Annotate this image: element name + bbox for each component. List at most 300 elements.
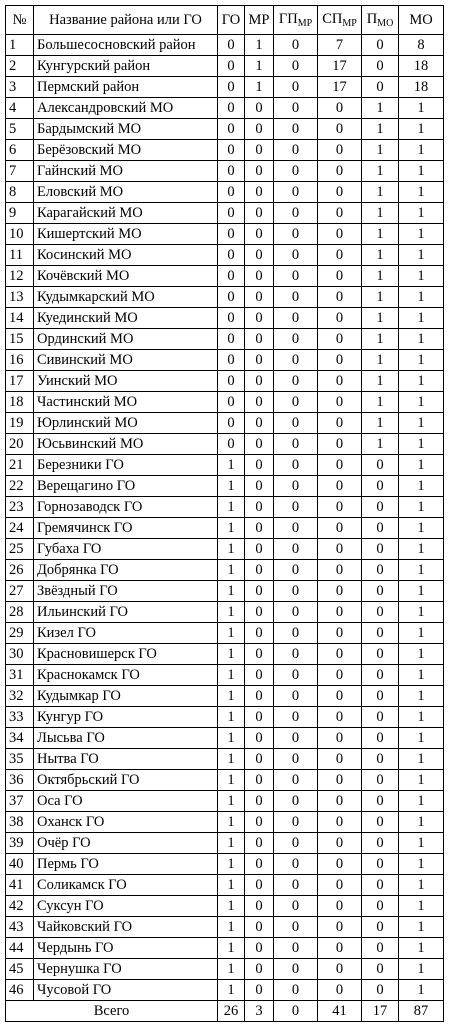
cell-number: 35 [6, 749, 34, 770]
cell-go: 1 [218, 875, 245, 896]
cell-sp-mr: 0 [318, 518, 362, 539]
header-row [6, 6, 444, 35]
cell-district-name: Красновишерск ГО [34, 644, 218, 665]
cell-sp-mr: 0 [318, 224, 362, 245]
table-row [6, 959, 444, 980]
cell-number: 30 [6, 644, 34, 665]
cell-district-name: Кизел ГО [34, 623, 218, 644]
header-gp-main: ГП [278, 10, 298, 27]
cell-mo: 1 [399, 917, 444, 938]
cell-mo: 1 [399, 245, 444, 266]
cell-sp-mr: 0 [318, 833, 362, 854]
table-row [6, 392, 444, 413]
cell-mr: 0 [245, 350, 274, 371]
cell-gp-mr: 0 [274, 791, 318, 812]
cell-district-name: Березники ГО [34, 455, 218, 476]
cell-number: 28 [6, 602, 34, 623]
cell-p-mo: 1 [362, 434, 399, 455]
cell-mo: 1 [399, 854, 444, 875]
cell-number: 27 [6, 581, 34, 602]
table-row [6, 350, 444, 371]
cell-go: 1 [218, 581, 245, 602]
cell-mr: 0 [245, 308, 274, 329]
cell-go: 0 [218, 203, 245, 224]
cell-district-name: Лысьва ГО [34, 728, 218, 749]
cell-go: 1 [218, 770, 245, 791]
cell-gp-mr: 0 [274, 581, 318, 602]
cell-gp-mr: 0 [274, 854, 318, 875]
header-sp-main: СП [322, 10, 343, 27]
cell-p-mo: 0 [362, 854, 399, 875]
cell-mo: 1 [399, 413, 444, 434]
cell-mo: 1 [399, 581, 444, 602]
cell-mo: 1 [399, 938, 444, 959]
cell-sp-mr: 0 [318, 854, 362, 875]
cell-sp-mr: 0 [318, 476, 362, 497]
cell-sp-mr: 0 [318, 938, 362, 959]
cell-go: 1 [218, 560, 245, 581]
cell-sp-mr: 0 [318, 896, 362, 917]
cell-number: 19 [6, 413, 34, 434]
cell-go: 1 [218, 917, 245, 938]
cell-number: 43 [6, 917, 34, 938]
cell-mo: 1 [399, 980, 444, 1001]
cell-number: 40 [6, 854, 34, 875]
cell-mo: 1 [399, 392, 444, 413]
cell-mr: 0 [245, 140, 274, 161]
cell-sp-mr: 0 [318, 560, 362, 581]
cell-mo: 18 [399, 77, 444, 98]
cell-mo: 1 [399, 371, 444, 392]
cell-go: 0 [218, 77, 245, 98]
cell-number: 20 [6, 434, 34, 455]
cell-district-name: Кудымкар ГО [34, 686, 218, 707]
cell-sp-mr: 0 [318, 770, 362, 791]
cell-gp-mr: 0 [274, 35, 318, 56]
cell-sp-mr: 0 [318, 392, 362, 413]
cell-p-mo: 0 [362, 749, 399, 770]
cell-sp-mr: 0 [318, 329, 362, 350]
cell-mr: 0 [245, 413, 274, 434]
cell-district-name: Ординский МО [34, 329, 218, 350]
cell-mr: 0 [245, 812, 274, 833]
table-row [6, 329, 444, 350]
table-row [6, 182, 444, 203]
cell-mo: 1 [399, 833, 444, 854]
cell-p-mo: 0 [362, 602, 399, 623]
cell-gp-mr: 0 [274, 560, 318, 581]
cell-mr: 0 [245, 770, 274, 791]
cell-p-mo: 0 [362, 56, 399, 77]
cell-number: 17 [6, 371, 34, 392]
total-gp: 0 [274, 1001, 318, 1022]
cell-p-mo: 0 [362, 896, 399, 917]
cell-mo: 1 [399, 560, 444, 581]
cell-gp-mr: 0 [274, 833, 318, 854]
cell-go: 1 [218, 539, 245, 560]
cell-p-mo: 1 [362, 287, 399, 308]
cell-gp-mr: 0 [274, 119, 318, 140]
table-row [6, 728, 444, 749]
cell-number: 22 [6, 476, 34, 497]
cell-sp-mr: 0 [318, 728, 362, 749]
table-row [6, 812, 444, 833]
cell-number: 34 [6, 728, 34, 749]
cell-mo: 1 [399, 623, 444, 644]
total-row [6, 1001, 444, 1022]
cell-go: 0 [218, 140, 245, 161]
header-name: Название района или ГО [34, 6, 218, 35]
cell-p-mo: 1 [362, 392, 399, 413]
table-row [6, 140, 444, 161]
table-row [6, 707, 444, 728]
cell-district-name: Косинский МО [34, 245, 218, 266]
cell-p-mo: 1 [362, 224, 399, 245]
cell-mo: 18 [399, 56, 444, 77]
cell-district-name: Оханск ГО [34, 812, 218, 833]
cell-go: 1 [218, 938, 245, 959]
cell-number: 15 [6, 329, 34, 350]
cell-number: 45 [6, 959, 34, 980]
cell-go: 0 [218, 224, 245, 245]
table-row [6, 371, 444, 392]
cell-p-mo: 1 [362, 119, 399, 140]
cell-district-name: Александровский МО [34, 98, 218, 119]
cell-mo: 1 [399, 140, 444, 161]
cell-number: 31 [6, 665, 34, 686]
table-row [6, 203, 444, 224]
cell-mo: 1 [399, 182, 444, 203]
cell-number: 6 [6, 140, 34, 161]
cell-district-name: Чернушка ГО [34, 959, 218, 980]
cell-mo: 1 [399, 665, 444, 686]
cell-mo: 1 [399, 812, 444, 833]
cell-gp-mr: 0 [274, 875, 318, 896]
table-row [6, 581, 444, 602]
cell-gp-mr: 0 [274, 917, 318, 938]
table-row [6, 980, 444, 1001]
cell-district-name: Пермь ГО [34, 854, 218, 875]
cell-gp-mr: 0 [274, 623, 318, 644]
table-row [6, 413, 444, 434]
cell-go: 0 [218, 119, 245, 140]
cell-p-mo: 0 [362, 728, 399, 749]
cell-gp-mr: 0 [274, 476, 318, 497]
cell-sp-mr: 17 [318, 56, 362, 77]
cell-district-name: Кочёвский МО [34, 266, 218, 287]
cell-district-name: Добрянка ГО [34, 560, 218, 581]
cell-mr: 0 [245, 203, 274, 224]
cell-go: 0 [218, 182, 245, 203]
cell-p-mo: 0 [362, 644, 399, 665]
cell-mo: 1 [399, 350, 444, 371]
cell-sp-mr: 0 [318, 875, 362, 896]
cell-go: 0 [218, 392, 245, 413]
cell-mo: 1 [399, 875, 444, 896]
header-p-main: П [366, 10, 378, 27]
cell-number: 4 [6, 98, 34, 119]
cell-sp-mr: 7 [318, 35, 362, 56]
cell-p-mo: 0 [362, 791, 399, 812]
cell-mr: 0 [245, 119, 274, 140]
cell-mr: 0 [245, 602, 274, 623]
cell-gp-mr: 0 [274, 980, 318, 1001]
cell-sp-mr: 0 [318, 497, 362, 518]
cell-district-name: Горнозаводск ГО [34, 497, 218, 518]
header-mo: МО [399, 6, 444, 35]
cell-district-name: Уинский МО [34, 371, 218, 392]
table-row [6, 854, 444, 875]
cell-mo: 1 [399, 728, 444, 749]
cell-p-mo: 0 [362, 455, 399, 476]
cell-mr: 0 [245, 665, 274, 686]
cell-number: 14 [6, 308, 34, 329]
cell-go: 0 [218, 308, 245, 329]
cell-gp-mr: 0 [274, 644, 318, 665]
table-row [6, 896, 444, 917]
cell-mr: 1 [245, 77, 274, 98]
cell-go: 1 [218, 707, 245, 728]
cell-number: 5 [6, 119, 34, 140]
cell-sp-mr: 0 [318, 686, 362, 707]
cell-p-mo: 0 [362, 560, 399, 581]
cell-mr: 0 [245, 98, 274, 119]
cell-sp-mr: 0 [318, 98, 362, 119]
cell-p-mo: 0 [362, 980, 399, 1001]
cell-gp-mr: 0 [274, 224, 318, 245]
cell-mr: 0 [245, 245, 274, 266]
document-sheet [5, 5, 444, 1022]
cell-go: 1 [218, 644, 245, 665]
cell-gp-mr: 0 [274, 392, 318, 413]
cell-district-name: Карагайский МО [34, 203, 218, 224]
cell-number: 25 [6, 539, 34, 560]
cell-mo: 1 [399, 749, 444, 770]
total-label: Всего [6, 1001, 218, 1022]
cell-mo: 1 [399, 161, 444, 182]
cell-gp-mr: 0 [274, 602, 318, 623]
cell-number: 11 [6, 245, 34, 266]
cell-district-name: Верещагино ГО [34, 476, 218, 497]
cell-gp-mr: 0 [274, 329, 318, 350]
table-row [6, 497, 444, 518]
cell-go: 1 [218, 959, 245, 980]
cell-gp-mr: 0 [274, 98, 318, 119]
cell-number: 1 [6, 35, 34, 56]
table-row [6, 287, 444, 308]
total-p: 17 [362, 1001, 399, 1022]
cell-gp-mr: 0 [274, 245, 318, 266]
cell-sp-mr: 0 [318, 308, 362, 329]
cell-p-mo: 0 [362, 686, 399, 707]
cell-sp-mr: 0 [318, 266, 362, 287]
cell-p-mo: 0 [362, 917, 399, 938]
cell-gp-mr: 0 [274, 455, 318, 476]
cell-gp-mr: 0 [274, 686, 318, 707]
cell-gp-mr: 0 [274, 518, 318, 539]
cell-district-name: Чердынь ГО [34, 938, 218, 959]
cell-sp-mr: 0 [318, 455, 362, 476]
cell-number: 23 [6, 497, 34, 518]
cell-mo: 1 [399, 308, 444, 329]
cell-p-mo: 1 [362, 203, 399, 224]
cell-mo: 1 [399, 224, 444, 245]
cell-p-mo: 0 [362, 707, 399, 728]
header-p-mo [362, 6, 399, 35]
cell-gp-mr: 0 [274, 140, 318, 161]
cell-district-name: Гайнский МО [34, 161, 218, 182]
total-go: 26 [218, 1001, 245, 1022]
cell-p-mo: 0 [362, 35, 399, 56]
cell-go: 1 [218, 854, 245, 875]
cell-sp-mr: 0 [318, 203, 362, 224]
table-row [6, 560, 444, 581]
cell-mr: 0 [245, 938, 274, 959]
cell-district-name: Соликамск ГО [34, 875, 218, 896]
table-row [6, 98, 444, 119]
cell-mo: 1 [399, 287, 444, 308]
cell-mr: 0 [245, 728, 274, 749]
cell-p-mo: 1 [362, 266, 399, 287]
cell-mo: 1 [399, 539, 444, 560]
table-row [6, 518, 444, 539]
cell-gp-mr: 0 [274, 434, 318, 455]
cell-go: 1 [218, 623, 245, 644]
cell-p-mo: 1 [362, 413, 399, 434]
cell-district-name: Чайковский ГО [34, 917, 218, 938]
cell-sp-mr: 0 [318, 980, 362, 1001]
cell-go: 0 [218, 56, 245, 77]
cell-p-mo: 0 [362, 938, 399, 959]
table-row [6, 623, 444, 644]
cell-mr: 0 [245, 434, 274, 455]
cell-gp-mr: 0 [274, 749, 318, 770]
table-row [6, 749, 444, 770]
cell-mo: 1 [399, 266, 444, 287]
cell-district-name: Кунгур ГО [34, 707, 218, 728]
cell-go: 0 [218, 350, 245, 371]
cell-mo: 1 [399, 455, 444, 476]
table-row [6, 770, 444, 791]
cell-district-name: Ильинский ГО [34, 602, 218, 623]
cell-mr: 0 [245, 182, 274, 203]
header-go: ГО [218, 6, 245, 35]
cell-go: 1 [218, 728, 245, 749]
cell-p-mo: 0 [362, 875, 399, 896]
cell-sp-mr: 0 [318, 182, 362, 203]
total-sp: 41 [318, 1001, 362, 1022]
cell-number: 44 [6, 938, 34, 959]
cell-mo: 1 [399, 119, 444, 140]
cell-mr: 1 [245, 35, 274, 56]
table-row [6, 455, 444, 476]
total-mr: 3 [245, 1001, 274, 1022]
cell-gp-mr: 0 [274, 770, 318, 791]
cell-sp-mr: 0 [318, 749, 362, 770]
table-row [6, 539, 444, 560]
cell-mr: 0 [245, 224, 274, 245]
cell-p-mo: 0 [362, 77, 399, 98]
cell-number: 9 [6, 203, 34, 224]
cell-sp-mr: 0 [318, 350, 362, 371]
cell-gp-mr: 0 [274, 812, 318, 833]
cell-gp-mr: 0 [274, 371, 318, 392]
cell-district-name: Гремячинск ГО [34, 518, 218, 539]
cell-gp-mr: 0 [274, 665, 318, 686]
cell-sp-mr: 0 [318, 140, 362, 161]
cell-mr: 0 [245, 266, 274, 287]
table-row [6, 686, 444, 707]
cell-sp-mr: 0 [318, 812, 362, 833]
cell-number: 7 [6, 161, 34, 182]
cell-number: 36 [6, 770, 34, 791]
cell-mo: 1 [399, 959, 444, 980]
cell-district-name: Юсьвинский МО [34, 434, 218, 455]
cell-go: 1 [218, 602, 245, 623]
cell-p-mo: 0 [362, 518, 399, 539]
cell-p-mo: 1 [362, 371, 399, 392]
cell-p-mo: 0 [362, 959, 399, 980]
cell-mr: 0 [245, 980, 274, 1001]
cell-go: 1 [218, 518, 245, 539]
cell-p-mo: 1 [362, 161, 399, 182]
cell-mr: 0 [245, 917, 274, 938]
cell-gp-mr: 0 [274, 413, 318, 434]
cell-district-name: Звёздный ГО [34, 581, 218, 602]
cell-mr: 0 [245, 707, 274, 728]
cell-go: 0 [218, 371, 245, 392]
table-row [6, 917, 444, 938]
cell-district-name: Чусовой ГО [34, 980, 218, 1001]
cell-go: 1 [218, 455, 245, 476]
cell-district-name: Куединский МО [34, 308, 218, 329]
cell-sp-mr: 0 [318, 959, 362, 980]
cell-number: 8 [6, 182, 34, 203]
cell-p-mo: 0 [362, 497, 399, 518]
table-row [6, 938, 444, 959]
cell-number: 42 [6, 896, 34, 917]
cell-mr: 0 [245, 371, 274, 392]
cell-go: 0 [218, 413, 245, 434]
cell-p-mo: 0 [362, 539, 399, 560]
cell-sp-mr: 0 [318, 245, 362, 266]
cell-mr: 0 [245, 875, 274, 896]
cell-district-name: Кудымкарский МО [34, 287, 218, 308]
cell-gp-mr: 0 [274, 266, 318, 287]
cell-number: 29 [6, 623, 34, 644]
cell-sp-mr: 0 [318, 413, 362, 434]
cell-mr: 0 [245, 287, 274, 308]
header-sp-mr [318, 6, 362, 35]
cell-p-mo: 0 [362, 770, 399, 791]
cell-district-name: Большесосновский район [34, 35, 218, 56]
cell-gp-mr: 0 [274, 77, 318, 98]
table-row [6, 56, 444, 77]
cell-go: 1 [218, 791, 245, 812]
cell-p-mo: 0 [362, 476, 399, 497]
cell-p-mo: 1 [362, 350, 399, 371]
cell-mr: 0 [245, 560, 274, 581]
cell-gp-mr: 0 [274, 350, 318, 371]
cell-district-name: Кунгурский район [34, 56, 218, 77]
cell-district-name: Губаха ГО [34, 539, 218, 560]
cell-gp-mr: 0 [274, 938, 318, 959]
cell-sp-mr: 0 [318, 119, 362, 140]
cell-mo: 1 [399, 791, 444, 812]
cell-district-name: Очёр ГО [34, 833, 218, 854]
cell-number: 13 [6, 287, 34, 308]
cell-sp-mr: 0 [318, 287, 362, 308]
